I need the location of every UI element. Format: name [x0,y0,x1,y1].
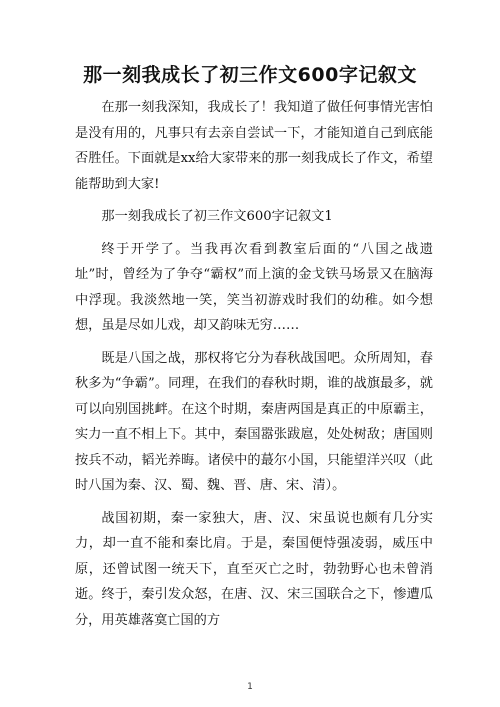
body-paragraph: 既是八国之战，那权将它分为春秋战国吧。众所周知，春秋多为“争霸”。同理，在我们的春秋时期，谁的战旗最多，就可以向别国挑衅。在这个时期，秦唐两国是真正的中原霸主，实力一直不相上下。其中，秦国嚣张跋扈，处处树敌；唐国则按兵不动，韬光养晦。诸侯中的蕞尔小国，只能望洋兴叹（此时八国为秦、汉、蜀、魏、晋、唐、宋、清）。 [75,350,433,493]
body-paragraph: 终于开学了。当我再次看到教室后面的“八国之战遗址”时，曾经为了争夺“霸权”而上演的金戈铁马场景又在脑海中浮现。我淡然地一笑，笑当初游戏时我们的幼稚。如今想想，虽是尽如儿戏，却又韵味无穷…… [75,241,433,333]
document-title: 那一刻我成长了初三作文600字记叙文 [83,64,417,86]
essay-subtitle: 那一刻我成长了初三作文600字记叙文1 [101,209,333,224]
document-body [75,95,433,640]
body-paragraph: 战国初期，秦一家独大，唐、汉、宋虽说也颇有几分实力，却一直不能和秦比肩。于是，秦国便恃强凌弱，威压中原，还曾试图一统天下，直至灭亡之时，勃勃野心也未曾消逝。终于，秦引发众怒，在唐、汉、宋三国联合之下，惨遭瓜分，用英雄落寞亡国的方 [75,510,433,628]
page-number: 1 [247,682,253,692]
intro-paragraph: 在那一刻我深知，我成长了！我知道了做任何事情光害怕是没有用的，凡事只有去亲自尝试一下，才能知道自己到底能否胜任。下面就是xx给大家带来的那一刻我成长了作文，希望能帮助到大家! [75,100,433,192]
